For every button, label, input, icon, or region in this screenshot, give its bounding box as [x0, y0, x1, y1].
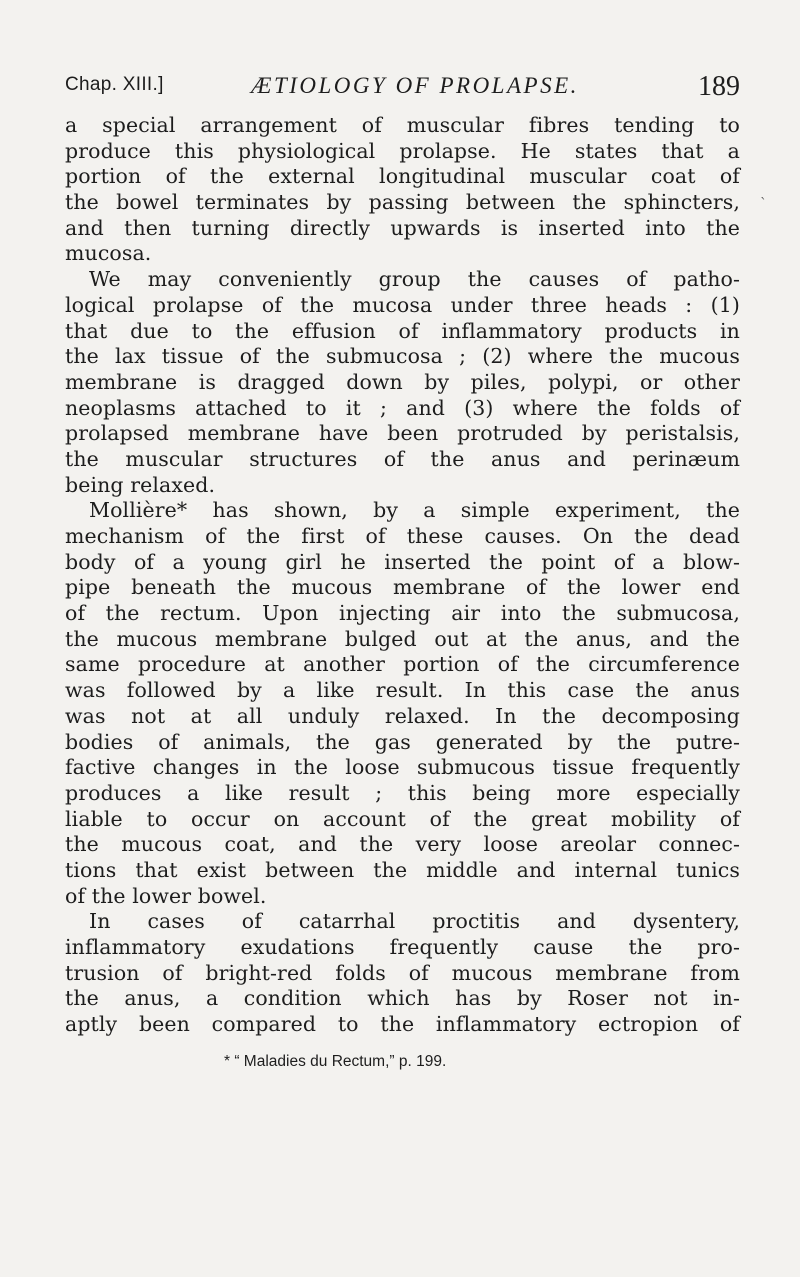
text-line: was not at all unduly relaxed. In the decomposing — [65, 703, 740, 728]
text-line: being relaxed. — [65, 472, 216, 497]
text-line: body of a young girl he inserted the point of a blow- — [65, 549, 740, 574]
text-line: the anus, a condition which has by Roser not in- — [65, 986, 740, 1011]
text-line: liable to occur on account of the great mobility of — [65, 806, 740, 831]
text-line: produces a like result ; this being more especially — [65, 780, 740, 805]
text-line: trusion of bright-red folds of mucous membrane from — [65, 960, 740, 985]
body-text — [65, 113, 740, 1038]
text-line: Mollière* has shown, by a simple experiment, the — [89, 498, 740, 523]
text-line: membrane is dragged down by piles, polypi, or other — [65, 369, 740, 394]
footnote: * “ Maladies du Rectum,” p. 199. — [224, 1053, 447, 1070]
text-line: same procedure at another portion of the circumference — [65, 652, 740, 677]
text-line: aptly been compared to the inflammatory ectropion of — [65, 1012, 740, 1037]
text-line: the muscular structures of the anus and perinæum — [65, 446, 740, 471]
text-line: portion of the external longitudinal muscular coat of — [65, 164, 740, 189]
text-line: the mucous membrane bulged out at the anus, and the — [65, 626, 740, 651]
text-line: a special arrangement of muscular fibres tending to — [65, 113, 740, 137]
text-line: pipe beneath the mucous membrane of the lower end — [65, 575, 740, 600]
text-line: the mucous coat, and the very loose areolar connec- — [65, 832, 740, 857]
text-line: of the rectum. Upon injecting air into the submucosa, — [65, 601, 740, 626]
text-line: We may conveniently group the causes of patho- — [89, 267, 740, 292]
text-line: the bowel terminates by passing between the sphincters, — [65, 190, 740, 215]
text-line: In cases of catarrhal proctitis and dysentery, — [89, 909, 740, 934]
margin-mark: ˋ — [760, 196, 767, 212]
running-title: ÆTIOLOGY OF PROLAPSE. — [251, 73, 579, 98]
text-line: neoplasms attached to it ; and (3) where the folds of — [65, 395, 740, 420]
text-line: that due to the effusion of inflammatory products in — [65, 318, 740, 343]
text-line: mucosa. — [65, 241, 152, 266]
text-line: bodies of animals, the gas generated by the putre- — [65, 729, 740, 754]
text-line: logical prolapse of the mucosa under three heads : (1) — [65, 292, 740, 317]
text-line: of the lower bowel. — [65, 883, 267, 908]
text-line: the lax tissue of the submucosa ; (2) where the mucous — [65, 344, 740, 369]
text-line: mechanism of the first of these causes. On the dead — [65, 524, 740, 548]
chapter-label: Chap. XIII.] — [65, 74, 164, 95]
text-line: and then turning directly upwards is inserted into the — [65, 215, 740, 240]
running-head — [65, 71, 740, 108]
text-line: factive changes in the loose submucous tissue frequently — [65, 755, 740, 780]
text-line: prolapsed membrane have been protruded by peristalsis, — [65, 421, 740, 446]
text-line: was followed by a like result. In this case the anus — [65, 678, 740, 703]
text-line: tions that exist between the middle and internal tunics — [65, 857, 740, 882]
text-line: produce this physiological prolapse. He states that a — [65, 138, 740, 163]
page-number: 189 — [698, 71, 740, 102]
text-line: inflammatory exudations frequently cause the pro- — [65, 935, 740, 959]
